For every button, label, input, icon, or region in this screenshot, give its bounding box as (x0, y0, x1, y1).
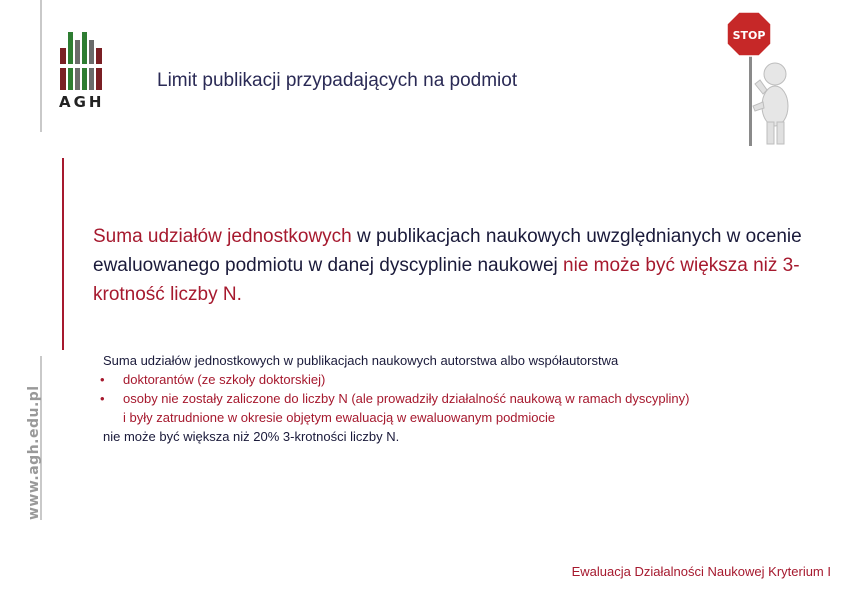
bullet-icon: • (100, 391, 105, 406)
bullet-text: osoby nie zostały zaliczone do liczby N (ale prowadziły działalność naukową w ramach dyscypliny) (123, 391, 690, 406)
divider-red (62, 158, 64, 350)
list-item (100, 370, 803, 389)
bullet-continuation: i były zatrudnione w okresie objętym ewaluacją w ewaluowanym podmiocie (123, 410, 556, 425)
main-statement-part3: nie może być większa niż 3-krotność liczby N. (93, 255, 800, 305)
detail-outro: nie może być większa niż 20% 3-krotności liczby N. (103, 429, 400, 444)
stop-sign-text: STOP (732, 29, 766, 42)
detail-block (100, 351, 803, 446)
logo-text: AGH (59, 93, 105, 111)
website-url: www.agh.edu.pl (26, 385, 42, 520)
divider-gray-top (40, 0, 42, 132)
main-statement (93, 222, 813, 309)
main-statement-part2: w publikacjach naukowych uwzględnianych w ocenie ewaluowanego podmiotu w danej dyscyplinie naukowej (93, 226, 802, 276)
bullet-text: doktorantów (ze szkoły doktorskiej) (123, 372, 326, 387)
bullet-icon: • (100, 372, 105, 387)
page-title: Limit publikacji przypadających na podmiot (157, 70, 518, 91)
footer-text: Ewaluacja Działalności Naukowej Kryterium I (571, 564, 831, 579)
main-statement-part1: Suma udziałów jednostkowych (93, 226, 352, 247)
stop-sign-figure-icon (727, 10, 799, 146)
detail-intro: Suma udziałów jednostkowych w publikacjach naukowych autorstwa albo współautorstwa (103, 353, 619, 368)
list-item (100, 389, 803, 408)
